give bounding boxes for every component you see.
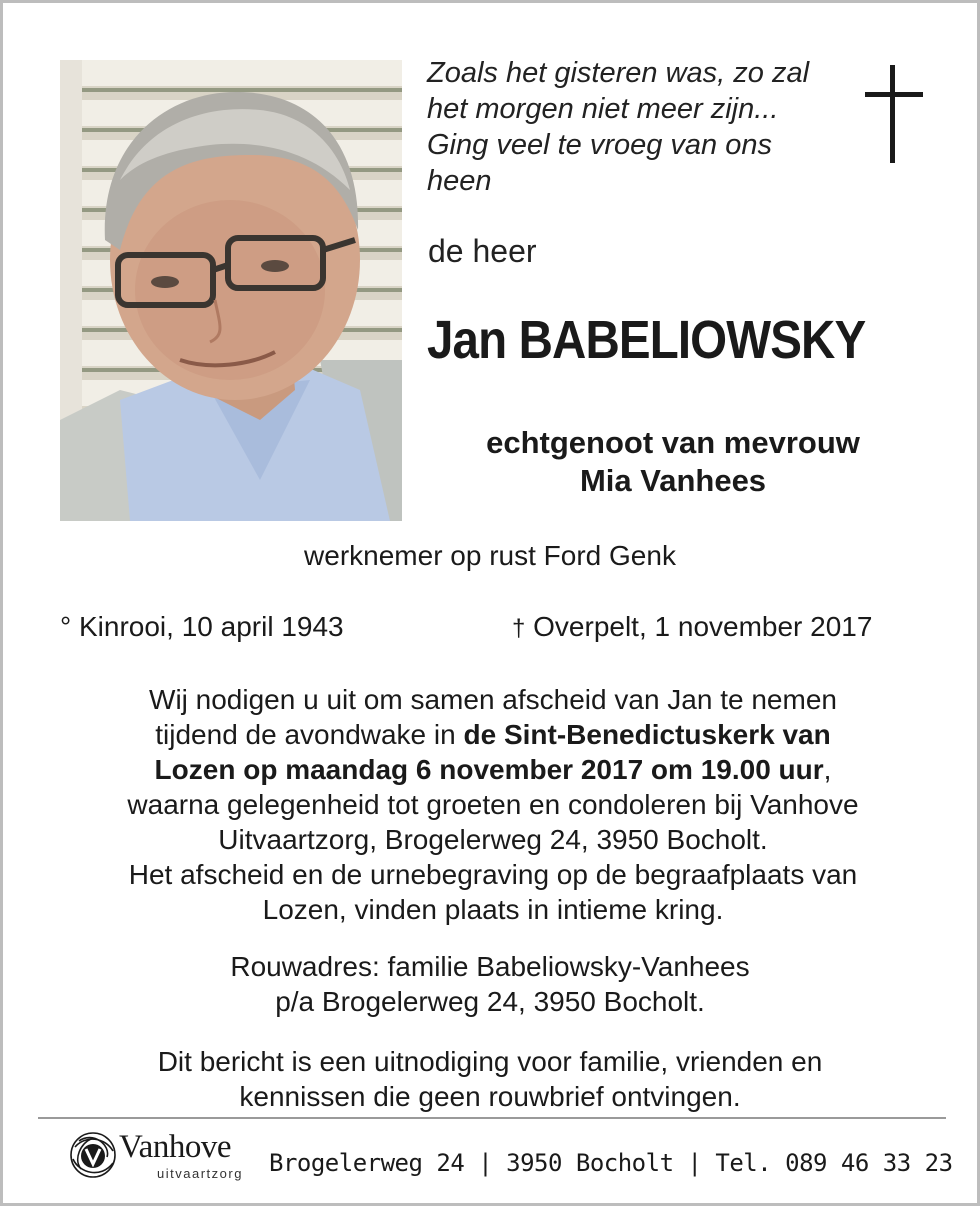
invitation-line: Het afscheid en de urnebegraving op de begraafplaats van	[128, 859, 858, 890]
quote-line: het morgen niet meer zijn...	[427, 93, 779, 125]
quote-line: heen	[427, 165, 492, 197]
birth-symbol: °	[60, 611, 72, 642]
invitation-line: Lozen, vinden plaats in intieme kring.	[262, 894, 724, 925]
salutation: de heer	[428, 233, 537, 269]
quote-line: Zoals het gisteren was, zo zal	[427, 57, 810, 89]
cross-icon	[865, 65, 923, 163]
spouse-info	[423, 424, 923, 500]
invitation-line: Uitvaartzorg, Brogelerweg 24, 3950 Bocholt.	[218, 824, 768, 855]
funeral-home-contact: Brogelerweg 24 | 3950 Bocholt | Tel. 089 46 33 23	[269, 1149, 953, 1177]
notice-line: Dit bericht is een uitnodiging voor familie, vrienden en	[157, 1046, 823, 1077]
death-text: Overpelt, 1 november 2017	[533, 611, 873, 642]
birth-text: Kinrooi, 10 april 1943	[78, 611, 344, 642]
spouse-line: echtgenoot van mevrouw	[486, 425, 860, 460]
deceased-name: Jan BABELIOWSKY	[427, 310, 866, 370]
invitation-plain: tijdend de avondwake in	[155, 719, 464, 750]
portrait-photo	[60, 60, 402, 521]
notice-line: kennissen die geen rouwbrief ontvingen.	[239, 1081, 741, 1112]
footer-divider	[38, 1117, 946, 1119]
notice-text	[3, 1044, 977, 1114]
invitation-text	[43, 682, 943, 927]
death-info	[512, 611, 872, 643]
invitation-line: waarna gelegenheid tot groeten en condoleren bij Vanhove	[127, 789, 859, 820]
invitation-bold: Lozen op maandag 6 november 2017 om 19.00 uur	[154, 754, 824, 785]
life-dates	[60, 611, 920, 651]
invitation-bold: de Sint-Benedictuskerk van	[463, 719, 831, 750]
birth-info	[60, 611, 344, 643]
vanhove-logo	[67, 1129, 267, 1185]
occupation: werknemer op rust Ford Genk	[304, 540, 676, 571]
dagger-icon: †	[512, 615, 526, 642]
invitation-plain: ,	[823, 754, 832, 785]
invitation-line	[43, 717, 943, 752]
logo-subtitle: uitvaartzorg	[157, 1166, 243, 1181]
invitation-line	[43, 752, 943, 787]
spouse-name: Mia Vanhees	[579, 463, 767, 498]
address-line: p/a Brogelerweg 24, 3950 Bocholt.	[275, 986, 705, 1017]
mourning-address	[3, 949, 977, 1019]
invitation-line: Wij nodigen u uit om samen afscheid van Jan te nemen	[149, 684, 837, 715]
logo-mark-icon	[67, 1129, 119, 1181]
quote-line: Ging veel te vroeg van ons	[427, 129, 772, 161]
memorial-quote	[427, 55, 847, 199]
logo-name: Vanhove	[119, 1129, 231, 1165]
address-line: Rouwadres: familie Babeliowsky-Vanhees	[230, 951, 750, 982]
